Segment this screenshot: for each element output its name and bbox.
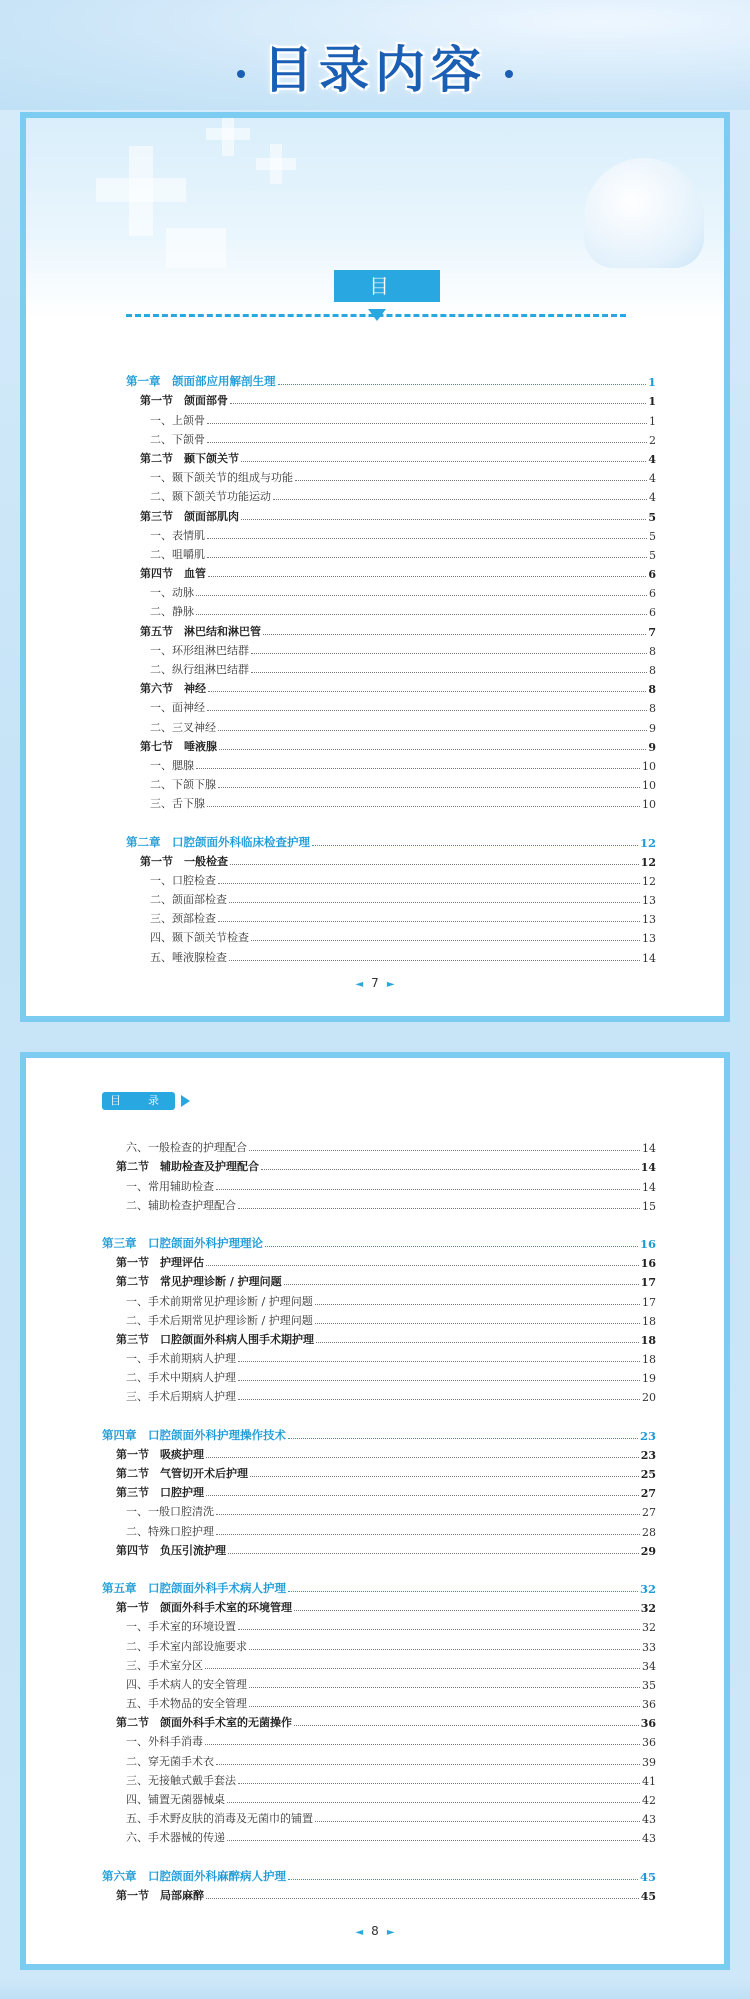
leader-dots — [196, 595, 647, 596]
toc-entry-page: 4 — [648, 452, 656, 466]
toc-entry-page: 6 — [649, 606, 656, 620]
toc-spacer — [126, 811, 656, 830]
toc-item-entry[interactable] — [102, 1807, 656, 1826]
toc-spacer — [102, 1404, 656, 1423]
toc-item-entry[interactable] — [126, 945, 656, 964]
toc-section-entry[interactable] — [102, 1270, 656, 1289]
leader-dots — [196, 614, 647, 615]
medical-cross-icon — [270, 144, 282, 184]
toc-entry-page: 14 — [640, 1161, 656, 1175]
leader-dots — [295, 480, 647, 481]
toc-entry-title: 二、三叉神经 — [150, 720, 216, 734]
toc-entry-title: 三、手术后期病人护理 — [126, 1390, 236, 1404]
toc-entry-page: 17 — [640, 1276, 656, 1290]
leader-dots — [315, 1821, 640, 1822]
toc-item-entry[interactable] — [126, 696, 656, 715]
toc-entry-page: 18 — [642, 1353, 656, 1367]
toc-item-entry[interactable] — [126, 658, 656, 677]
toc-entry-title: 二、咀嚼肌 — [150, 547, 205, 561]
toc-entry-title: 一、腮腺 — [150, 758, 194, 772]
toc-entry-page: 15 — [642, 1199, 656, 1213]
toc-entry-page: 4 — [649, 472, 656, 486]
toc-entry-title: 第二节 颌面外科手术室的无菌操作 — [116, 1716, 292, 1730]
toc-entry-title: 一、一般口腔清洗 — [126, 1505, 214, 1519]
page-number — [26, 976, 724, 990]
leader-dots — [265, 1246, 638, 1247]
toc-entry-title: 第七节 唾液腺 — [140, 739, 217, 753]
toc-entry-page: 36 — [642, 1698, 656, 1712]
leader-dots — [208, 691, 646, 692]
toc-item-entry[interactable] — [102, 1519, 656, 1538]
leader-dots — [251, 672, 647, 673]
toc-entry-title: 二、下颌下腺 — [150, 778, 216, 792]
leader-dots — [251, 653, 647, 654]
toc-section-entry[interactable] — [102, 1443, 656, 1462]
toc-spacer — [102, 1845, 656, 1864]
toc-item-entry[interactable] — [126, 639, 656, 658]
leader-dots — [238, 1208, 640, 1209]
medical-block-icon — [166, 228, 226, 268]
toc-section-entry[interactable] — [102, 1884, 656, 1903]
toc-item-entry[interactable] — [102, 1309, 656, 1328]
toc-entry-title: 二、手术中期病人护理 — [126, 1371, 236, 1385]
toc-entry-page: 12 — [640, 855, 656, 869]
leader-dots — [205, 1668, 640, 1669]
leader-dots — [207, 710, 647, 711]
toc-item-entry[interactable] — [126, 485, 656, 504]
toc-entry-page: 14 — [642, 951, 656, 965]
medical-cross-icon — [129, 146, 153, 236]
toc-item-entry[interactable] — [126, 524, 656, 543]
toc-entry-title: 第三节 颌面部肌肉 — [140, 509, 239, 523]
leader-dots — [249, 1649, 640, 1650]
toc-tag-label: 目 录 — [102, 1092, 175, 1110]
toc-entry-page: 23 — [639, 1428, 656, 1443]
leader-dots — [241, 519, 646, 520]
toc-spacer — [102, 1558, 656, 1577]
toc-entry-title: 一、手术前期常见护理诊断 / 护理问题 — [126, 1294, 313, 1308]
bottom-strip — [0, 1978, 750, 1999]
toc-entry-title: 一、外科手消毒 — [126, 1735, 203, 1749]
leader-dots — [238, 1629, 640, 1630]
toc-entry-title: 四、铺置无菌器械桌 — [126, 1793, 225, 1806]
leader-dots — [218, 787, 640, 788]
toc-entry-page: 8 — [648, 683, 656, 697]
toc-item-entry[interactable] — [102, 1673, 656, 1692]
next-arrow-icon[interactable]: ► — [386, 1927, 395, 1938]
toc-item-entry[interactable] — [102, 1788, 656, 1807]
toc-entry-title: 二、颞下颌关节功能运动 — [150, 490, 271, 504]
toc-item-entry[interactable] — [126, 581, 656, 600]
toc-entry-page: 1 — [648, 395, 656, 409]
toc-entry-title: 一、动脉 — [150, 586, 194, 600]
leader-dots — [294, 1725, 639, 1726]
toc-section-entry[interactable] — [126, 677, 656, 696]
toc-section-entry[interactable] — [126, 504, 656, 523]
toc-entry-title: 第一节 颌面外科手术室的环境管理 — [116, 1601, 292, 1615]
leader-dots — [284, 1284, 639, 1285]
leader-dots — [196, 768, 640, 769]
toc-entry-title: 第四节 血管 — [140, 567, 206, 581]
toc-item-entry[interactable] — [102, 1654, 656, 1673]
toc-item-entry[interactable] — [102, 1826, 656, 1845]
triangle-down-icon — [368, 309, 386, 321]
toc-entry-page: 14 — [642, 1142, 656, 1156]
toc-entry-page: 5 — [648, 510, 656, 524]
toc-entry-page: 16 — [640, 1257, 656, 1271]
toc-entry-page: 36 — [642, 1736, 656, 1750]
toc-entry-page: 10 — [642, 779, 656, 793]
tooth-icon — [584, 158, 704, 268]
toc-chapter-entry[interactable] — [102, 1577, 656, 1596]
toc-entry-page: 34 — [642, 1659, 656, 1673]
toc-item-entry[interactable] — [102, 1136, 656, 1155]
toc-entry-page: 6 — [649, 587, 656, 601]
toc-entry-title: 二、手术后期常见护理诊断 / 护理问题 — [126, 1313, 313, 1327]
toc-entry-title: 五、手术野皮肤的消毒及无菌巾的铺置 — [126, 1812, 313, 1826]
toc-item-entry[interactable] — [102, 1615, 656, 1634]
banner-title: 目录内容 — [263, 41, 487, 99]
toc-entry-title: 二、下颌骨 — [150, 432, 205, 446]
toc-entry-title: 第五节 淋巴结和淋巴管 — [140, 624, 261, 638]
toc-entry-title: 第六章 口腔颌面外科麻醉病人护理 — [102, 1868, 286, 1883]
toc-entry-page: 35 — [642, 1678, 656, 1692]
triangle-right-icon — [181, 1095, 190, 1107]
toc-item-entry[interactable] — [126, 715, 656, 734]
leader-dots — [228, 1553, 639, 1554]
leader-dots — [278, 384, 646, 385]
toc-entry-page: 10 — [642, 798, 656, 812]
leader-dots — [263, 634, 646, 635]
leader-dots — [207, 442, 647, 443]
toc-entry-title: 第一节 一般检查 — [140, 854, 228, 868]
toc-entry-page: 8 — [649, 664, 656, 677]
leader-dots — [219, 749, 646, 750]
toc-entry-page: 5 — [649, 529, 656, 543]
toc-item-entry[interactable] — [102, 1634, 656, 1653]
toc-entry-page: 12 — [639, 835, 656, 850]
toc-entry-page: 13 — [642, 932, 656, 946]
leader-dots — [216, 1534, 640, 1535]
toc-entry-page: 41 — [642, 1774, 656, 1788]
banner — [0, 0, 750, 110]
toc-item-entry[interactable] — [102, 1289, 656, 1308]
toc-list — [102, 1136, 656, 1903]
leader-dots — [249, 1687, 640, 1688]
toc-entry-title: 第一节 护理评估 — [116, 1256, 204, 1270]
leader-dots — [294, 1610, 639, 1611]
leader-dots — [241, 461, 646, 462]
toc-entry-title: 二、手术室内部设施要求 — [126, 1639, 247, 1653]
toc-entry-title: 二、纵行组淋巴结群 — [150, 663, 249, 676]
toc-entry-page: 28 — [642, 1525, 656, 1539]
toc-entry-title: 一、手术前期病人护理 — [126, 1352, 236, 1366]
toc-section-entry[interactable] — [102, 1462, 656, 1481]
page-number-text: 7 — [371, 976, 379, 990]
toc-entry-title: 第三章 口腔颌面外科护理理论 — [102, 1235, 263, 1250]
toc-entry-page: 10 — [642, 759, 656, 773]
leader-dots — [206, 1898, 639, 1899]
toc-entry-page: 13 — [642, 894, 656, 908]
toc-entry-page: 19 — [642, 1372, 656, 1386]
toc-entry-page: 17 — [642, 1295, 656, 1309]
toc-entry-title: 一、口腔检查 — [150, 873, 216, 887]
toc-heading: 目 录 — [334, 270, 440, 302]
toc-entry-title: 第一节 颌面部骨 — [140, 394, 228, 408]
leader-dots — [206, 1265, 639, 1266]
toc-entry-title: 第二节 辅助检查及护理配合 — [116, 1160, 259, 1174]
toc-entry-title: 二、静脉 — [150, 605, 194, 619]
leader-dots — [238, 1380, 640, 1381]
toc-section-entry[interactable] — [102, 1539, 656, 1558]
leader-dots — [207, 423, 647, 424]
toc-entry-title: 一、颞下颌关节的组成与功能 — [150, 471, 293, 485]
leader-dots — [207, 538, 647, 539]
toc-entry-title: 五、手术物品的安全管理 — [126, 1697, 247, 1711]
toc-entry-page: 8 — [649, 702, 656, 716]
toc-entry-title: 一、手术室的环境设置 — [126, 1620, 236, 1634]
leader-dots — [238, 1361, 640, 1362]
leader-dots — [216, 1514, 640, 1515]
toc-entry-title: 二、辅助检查护理配合 — [126, 1198, 236, 1212]
toc-entry-title: 二、穿无菌手术衣 — [126, 1754, 214, 1768]
leader-dots — [249, 1706, 640, 1707]
toc-item-entry[interactable] — [126, 466, 656, 485]
medical-cross-icon — [222, 118, 234, 156]
leader-dots — [230, 403, 646, 404]
prev-arrow-icon[interactable]: ◄ — [355, 979, 364, 990]
leader-dots — [316, 1342, 639, 1343]
toc-item-entry[interactable] — [102, 1385, 656, 1404]
leader-dots — [205, 1744, 640, 1745]
leader-dots — [206, 1457, 639, 1458]
toc-entry-page: 18 — [642, 1314, 656, 1328]
toc-item-entry[interactable] — [126, 408, 656, 427]
toc-section-entry[interactable] — [126, 850, 656, 869]
toc-entry-page: 39 — [642, 1755, 656, 1769]
toc-list — [126, 370, 656, 965]
toc-entry-title: 三、无接触式戴手套法 — [126, 1773, 236, 1787]
toc-entry-title: 一、上颌骨 — [150, 413, 205, 427]
toc-chapter-entry[interactable] — [102, 1423, 656, 1442]
toc-entry-page: 14 — [642, 1180, 656, 1194]
toc-section-entry[interactable] — [126, 735, 656, 754]
toc-entry-page: 32 — [639, 1581, 656, 1596]
toc-chapter-entry[interactable] — [102, 1864, 656, 1883]
leader-dots — [218, 730, 647, 731]
toc-entry-title: 一、环形组淋巴结群 — [150, 643, 249, 657]
toc-item-entry[interactable] — [126, 754, 656, 773]
toc-entry-page: 5 — [649, 548, 656, 562]
toc-entry-page: 1 — [649, 414, 656, 428]
page-number — [26, 1924, 724, 1938]
toc-entry-title: 第二章 口腔颌面外科临床检查护理 — [126, 834, 310, 849]
leader-dots — [207, 806, 640, 807]
toc-entry-title: 三、颈部检查 — [150, 912, 216, 926]
leader-dots — [229, 960, 640, 961]
leader-dots — [288, 1879, 638, 1880]
toc-entry-page: 12 — [642, 874, 656, 888]
toc-item-entry[interactable] — [126, 773, 656, 792]
toc-item-entry[interactable] — [126, 888, 656, 907]
toc-item-entry[interactable] — [102, 1730, 656, 1749]
toc-entry-page: 6 — [648, 568, 656, 582]
toc-section-entry[interactable] — [126, 389, 656, 408]
toc-entry-title: 三、舌下腺 — [150, 797, 205, 811]
leader-dots — [251, 940, 640, 941]
leader-dots — [208, 576, 646, 577]
toc-item-entry[interactable] — [102, 1749, 656, 1768]
leader-dots — [288, 1438, 638, 1439]
toc-entry-title: 三、手术室分区 — [126, 1658, 203, 1672]
toc-entry-title: 第四节 负压引流护理 — [116, 1543, 226, 1557]
toc-entry-title: 第五章 口腔颌面外科手术病人护理 — [102, 1580, 286, 1595]
toc-entry-title: 六、一般检查的护理配合 — [126, 1141, 247, 1155]
leader-dots — [207, 557, 647, 558]
leader-dots — [230, 864, 639, 865]
leader-dots — [218, 883, 640, 884]
toc-item-entry[interactable] — [126, 926, 656, 945]
toc-entry-page: 45 — [640, 1889, 656, 1903]
toc-entry-page: 45 — [639, 1869, 656, 1884]
toc-spacer — [102, 1213, 656, 1232]
toc-entry-page: 36 — [640, 1717, 656, 1731]
leader-dots — [229, 902, 640, 903]
toc-tag — [102, 1092, 190, 1110]
toc-section-entry[interactable] — [102, 1481, 656, 1500]
toc-entry-page: 2 — [649, 433, 656, 447]
toc-entry-page: 16 — [639, 1236, 656, 1251]
toc-item-entry[interactable] — [126, 869, 656, 888]
toc-section-entry[interactable] — [102, 1155, 656, 1174]
toc-item-entry[interactable] — [102, 1769, 656, 1788]
toc-item-entry[interactable] — [126, 600, 656, 619]
toc-section-entry[interactable] — [126, 447, 656, 466]
toc-entry-page: 42 — [642, 1794, 656, 1807]
toc-entry-page: 32 — [642, 1621, 656, 1635]
toc-item-entry[interactable] — [102, 1194, 656, 1213]
toc-entry-page: 43 — [642, 1832, 656, 1846]
toc-entry-page: 43 — [642, 1813, 656, 1827]
toc-item-entry[interactable] — [126, 907, 656, 926]
toc-entry-page: 1 — [647, 375, 656, 390]
page-number-text: 8 — [371, 1924, 379, 1938]
toc-entry-title: 第一章 颌面部应用解剖生理 — [126, 374, 276, 389]
toc-entry-title: 一、表情肌 — [150, 528, 205, 542]
leader-dots — [315, 1323, 640, 1324]
toc-entry-page: 27 — [640, 1487, 656, 1501]
toc-entry-page: 4 — [649, 491, 656, 505]
toc-entry-title: 四、颞下颌关节检查 — [150, 931, 249, 945]
toc-entry-title: 第三节 口腔颌面外科病人围手术期护理 — [116, 1332, 314, 1346]
next-arrow-icon[interactable]: ► — [386, 979, 395, 990]
toc-entry-page: 13 — [642, 913, 656, 927]
toc-chapter-entry[interactable] — [126, 370, 656, 389]
toc-section-entry[interactable] — [102, 1328, 656, 1347]
toc-entry-page: 32 — [640, 1602, 656, 1616]
leader-dots — [315, 1304, 640, 1305]
leader-dots — [216, 1764, 640, 1765]
leader-dots — [218, 921, 640, 922]
toc-entry-page: 29 — [640, 1544, 656, 1558]
toc-entry-page: 20 — [642, 1391, 656, 1405]
toc-chapter-entry[interactable] — [102, 1232, 656, 1251]
toc-item-entry[interactable] — [126, 792, 656, 811]
toc-entry-title: 第二节 颞下颌关节 — [140, 451, 239, 465]
leader-dots — [227, 1802, 640, 1803]
toc-entry-title: 第二节 气管切开术后护理 — [116, 1467, 248, 1480]
toc-section-entry[interactable] — [102, 1711, 656, 1730]
leader-dots — [206, 1495, 639, 1496]
leader-dots — [250, 1476, 639, 1477]
toc-entry-page: 27 — [642, 1506, 656, 1520]
toc-entry-page: 25 — [640, 1468, 656, 1481]
prev-arrow-icon[interactable]: ◄ — [355, 1927, 364, 1938]
leader-dots — [216, 1189, 640, 1190]
toc-entry-title: 一、常用辅助检查 — [126, 1179, 214, 1193]
toc-entry-page: 9 — [649, 721, 656, 735]
toc-entry-page: 9 — [648, 740, 656, 754]
leader-dots — [238, 1399, 640, 1400]
toc-item-entry[interactable] — [102, 1500, 656, 1519]
toc-section-entry[interactable] — [102, 1251, 656, 1270]
toc-entry-title: 六、手术器械的传递 — [126, 1831, 225, 1845]
toc-item-entry[interactable] — [102, 1692, 656, 1711]
toc-section-entry[interactable] — [102, 1596, 656, 1615]
toc-item-entry[interactable] — [102, 1347, 656, 1366]
toc-entry-page: 23 — [640, 1448, 656, 1462]
toc-entry-page: 8 — [649, 644, 656, 658]
leader-dots — [227, 1840, 640, 1841]
toc-item-entry[interactable] — [126, 543, 656, 562]
toc-entry-page: 18 — [640, 1333, 656, 1347]
toc-entry-title: 五、唾液腺检查 — [150, 950, 227, 964]
toc-entry-title: 第四章 口腔颌面外科护理操作技术 — [102, 1427, 286, 1442]
dot-icon — [505, 70, 513, 78]
leader-dots — [261, 1169, 639, 1170]
toc-entry-title: 第二节 常见护理诊断 / 护理问题 — [116, 1275, 282, 1289]
leader-dots — [273, 499, 647, 500]
leader-dots — [249, 1150, 640, 1151]
toc-entry-title: 一、面神经 — [150, 701, 205, 715]
toc-entry-title: 二、特殊口腔护理 — [126, 1524, 214, 1538]
toc-entry-title: 第一节 吸痰护理 — [116, 1447, 204, 1461]
toc-section-entry[interactable] — [126, 619, 656, 638]
toc-section-entry[interactable] — [126, 562, 656, 581]
toc-item-entry[interactable] — [126, 428, 656, 447]
dot-icon — [237, 70, 245, 78]
toc-page-8 — [20, 1052, 730, 1970]
leader-dots — [288, 1591, 638, 1592]
toc-entry-page: 33 — [642, 1640, 656, 1654]
leader-dots — [238, 1783, 640, 1784]
toc-entry-page: 7 — [648, 625, 656, 639]
toc-entry-title: 第一节 局部麻醉 — [116, 1888, 204, 1902]
toc-entry-title: 第三节 口腔护理 — [116, 1486, 204, 1500]
leader-dots — [312, 845, 638, 846]
toc-entry-title: 二、颌面部检查 — [150, 893, 227, 907]
banner-title-wrap — [0, 30, 750, 102]
toc-entry-title: 四、手术病人的安全管理 — [126, 1677, 247, 1691]
toc-chapter-entry[interactable] — [126, 830, 656, 849]
toc-item-entry[interactable] — [102, 1174, 656, 1193]
toc-page-7 — [20, 112, 730, 1022]
toc-item-entry[interactable] — [102, 1366, 656, 1385]
toc-entry-title: 第六节 神经 — [140, 682, 206, 696]
